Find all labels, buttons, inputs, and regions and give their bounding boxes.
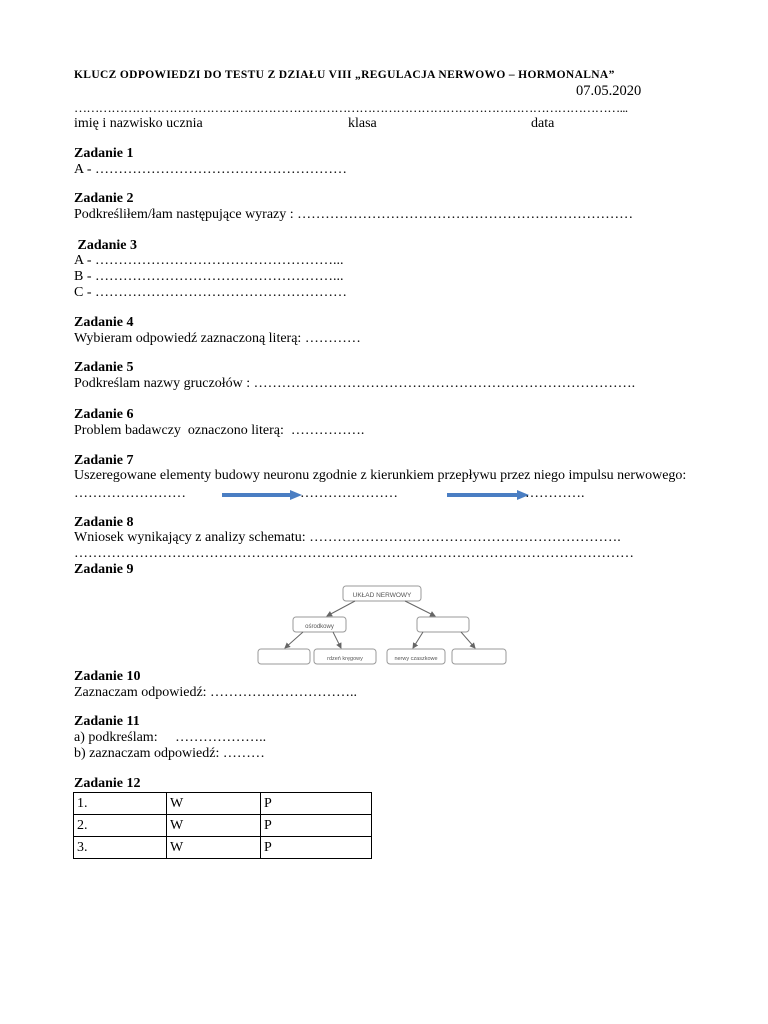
- table-cell-false: P: [261, 815, 372, 837]
- table-row: [74, 793, 372, 815]
- task-6-line: Problem badawczy oznaczono literą: …………….: [74, 423, 365, 438]
- table-row: [74, 837, 372, 859]
- task-12-title: Zadanie 12: [74, 776, 141, 791]
- label-date: data: [531, 116, 555, 131]
- task-11-title: Zadanie 11: [74, 714, 140, 729]
- task-4-title: Zadanie 4: [74, 315, 134, 330]
- diagram-left-label: ośrodkowy: [305, 624, 334, 630]
- task-11-line-a: a) podkreślam: ………………..: [74, 730, 267, 745]
- task-4-line: Wybieram odpowiedź zaznaczoną literą: …………: [74, 331, 361, 346]
- task-5-line: Podkreślam nazwy gruczołów : ……………………………………………………………………….: [74, 376, 636, 391]
- task-3-line-a: A - ……………………………………………...: [74, 253, 344, 268]
- task-1-line-a: A - ………………………………………………: [74, 162, 347, 177]
- table-cell-number: 2.: [74, 815, 167, 837]
- task-7-blank-1: ……………………: [74, 486, 186, 501]
- label-student-name: imię i nazwisko ucznia: [74, 116, 203, 131]
- table-cell-true: W: [167, 815, 261, 837]
- task-6-title: Zadanie 6: [74, 407, 134, 422]
- task-10-line: Zaznaczam odpowiedź: …………………………..: [74, 685, 358, 700]
- table-cell-number: 1.: [74, 793, 167, 815]
- arrow-right-icon: [447, 490, 529, 500]
- task-7-line: Uszeregowane elementy budowy neuronu zgodnie z kierunkiem przepływu przez niego impulsu nerwowego:: [74, 468, 687, 483]
- task-3-line-c: C - ………………………………………………: [74, 285, 347, 300]
- arrow-right-icon: [222, 490, 302, 500]
- table-cell-number: 3.: [74, 837, 167, 859]
- task-3-title: Zadanie 3: [74, 238, 138, 253]
- table-row: [74, 815, 372, 837]
- header-fill-line: ……………………………………………………………………………………………………………………...: [74, 100, 628, 115]
- task-7-blank-3: ………….: [525, 486, 585, 501]
- task-8-line-2: …………………………………………………………………………………………………………: [74, 546, 634, 561]
- diagram-right-box: [417, 617, 469, 632]
- task-3-line-b: B - ……………………………………………...: [74, 269, 344, 284]
- task-1-title: Zadanie 1: [74, 146, 134, 161]
- document-title: KLUCZ ODPOWIEDZI DO TESTU Z DZIAŁU VIII „REGULACJA NERWOWO – HORMONALNA”: [74, 69, 615, 81]
- task-7-blank-2: …………………: [300, 486, 398, 501]
- task-8-line-1: Wniosek wynikający z analizy schematu: ………………………………………………………….: [74, 530, 621, 545]
- task-9-title: Zadanie 9: [74, 562, 134, 577]
- table-cell-true: W: [167, 837, 261, 859]
- task-2-title: Zadanie 2: [74, 191, 134, 206]
- table-cell-false: P: [261, 837, 372, 859]
- nervous-system-diagram: [255, 582, 510, 668]
- diagram-leaf-label-3: nerwy czaszkowe: [394, 656, 438, 662]
- task-5-title: Zadanie 5: [74, 360, 134, 375]
- table-cell-true: W: [167, 793, 261, 815]
- diagram-root-label: UKŁAD NERWOWY: [352, 592, 412, 599]
- task-8-title: Zadanie 8: [74, 515, 134, 530]
- diagram-leaf-label-2: rdzeń kręgowy: [327, 656, 363, 662]
- diagram-leaf-box-4: [452, 649, 506, 664]
- label-class: klasa: [348, 116, 377, 131]
- diagram-leaf-box-1: [258, 649, 310, 664]
- task-7-title: Zadanie 7: [74, 453, 134, 468]
- task-2-line: Podkreśliłem/łam następujące wyrazy : ………………………………………………………………: [74, 207, 634, 222]
- task-10-title: Zadanie 10: [74, 669, 141, 684]
- task-11-line-b: b) zaznaczam odpowiedź: ………: [74, 746, 265, 761]
- document-date: 07.05.2020: [576, 83, 642, 99]
- table-cell-false: P: [261, 793, 372, 815]
- true-false-table: [73, 792, 372, 859]
